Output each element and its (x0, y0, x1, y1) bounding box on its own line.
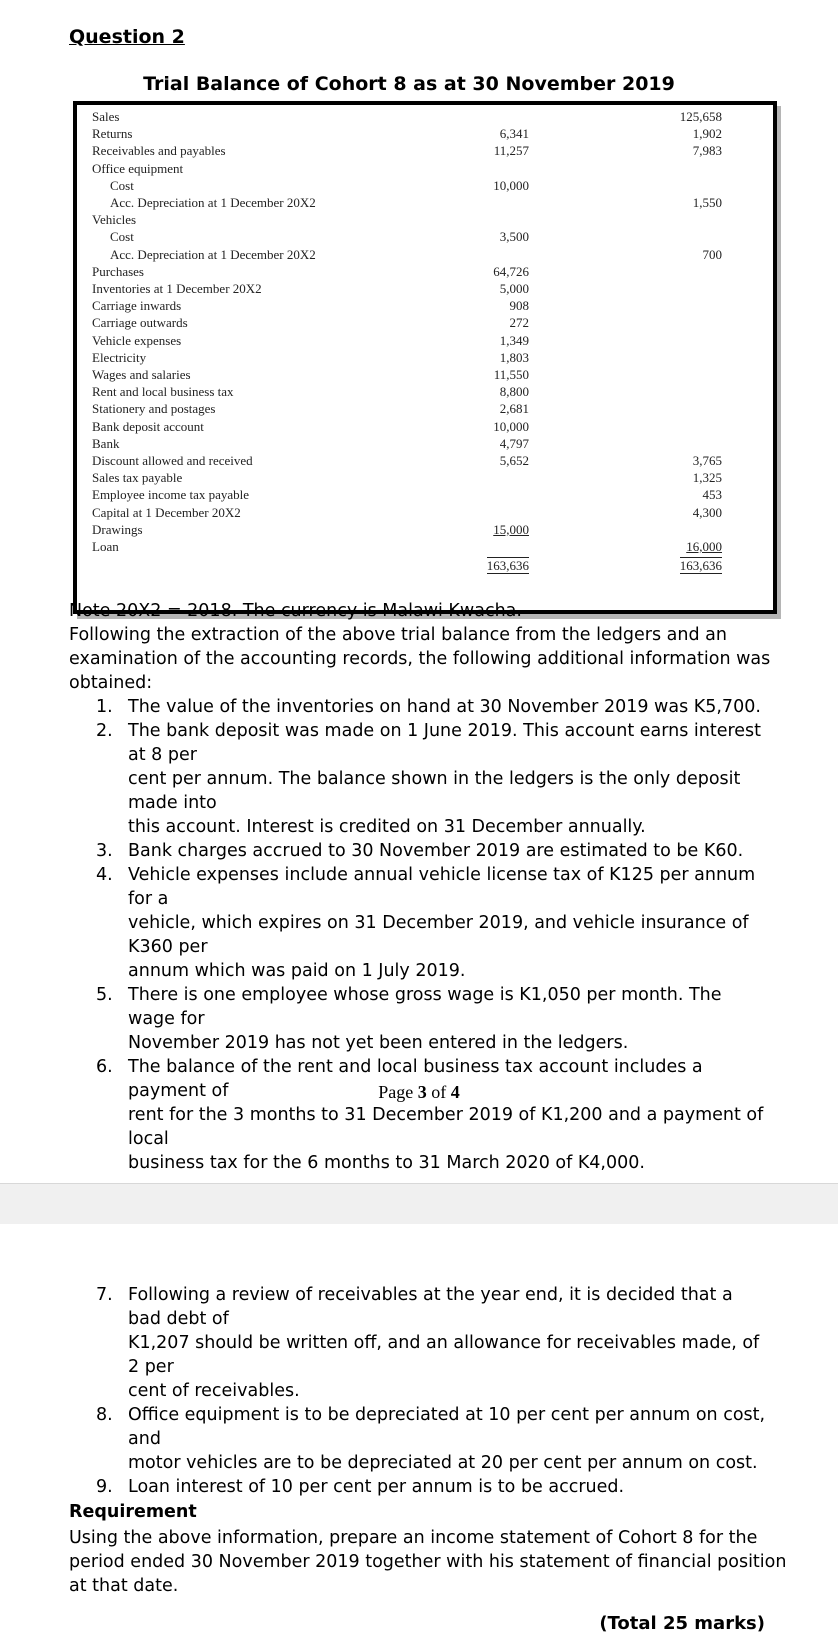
list-item-number: 3. (96, 841, 113, 861)
account-label: Carriage inwards (92, 298, 182, 314)
account-label: Sales tax payable (92, 470, 183, 486)
credit-amount: 453 (702, 487, 722, 503)
credit-amount: 125,658 (679, 109, 722, 124)
intro-paragraph (69, 623, 789, 695)
credit-amount: 4,300 (692, 504, 722, 520)
list-item-line: The bank deposit was made on 1 June 2019. This account earns interest at 8 per (128, 721, 762, 765)
trial-balance-row (77, 469, 773, 487)
list-item (96, 1475, 768, 1499)
list-item-line: annum which was paid on 1 July 2019. (128, 961, 466, 981)
trial-balance-title: Trial Balance of Cohort 8 as at 30 November 2019 (143, 73, 675, 95)
list-item-line: business tax for the 6 months to 31 March 2020 of K4,000. (128, 1153, 645, 1173)
credit-amount: 7,983 (692, 143, 722, 159)
note-text: Note 20X2 = 2018. The currency is Malawi Kwacha. (69, 601, 522, 621)
list-item-number: 9. (96, 1477, 113, 1497)
credit-amount: 1,325 (692, 470, 722, 486)
account-label: Rent and local business tax (92, 384, 234, 400)
debit-amount: 8,800 (499, 384, 529, 400)
debit-amount: 15,000 (493, 521, 529, 537)
list-item-line: Following a review of receivables at the year end, it is decided that a bad debt of (128, 1285, 733, 1329)
trial-balance-row (77, 538, 773, 556)
trial-balance-row (77, 125, 773, 143)
page-number: Page 3 of 4 (378, 1082, 460, 1102)
debit-amount: 908 (509, 298, 529, 314)
debit-amount: 10,000 (493, 418, 529, 434)
additional-info-list-2 (96, 1283, 768, 1499)
list-item-line: this account. Interest is credited on 31 December annually. (128, 817, 646, 837)
list-item-line: motor vehicles are to be depreciated at 20 per cent per annum on cost. (128, 1453, 758, 1473)
requirement-heading: Requirement (69, 1502, 197, 1522)
account-label: Vehicle expenses (92, 332, 182, 348)
account-label: Bank (92, 435, 120, 451)
trial-balance-row (77, 246, 773, 264)
list-item-number: 1. (96, 697, 113, 717)
credit-amount: 3,765 (692, 453, 722, 468)
trial-balance-row (77, 177, 773, 195)
account-label: Acc. Depreciation at 1 December 20X2 (110, 246, 316, 262)
debit-amount: 10,000 (493, 177, 529, 193)
trial-balance-row (77, 228, 773, 246)
trial-balance-row (77, 452, 773, 470)
debit-amount: 6,341 (499, 126, 529, 142)
account-label: Acc. Depreciation at 1 December 20X2 (110, 195, 316, 210)
list-item-line: K1,207 should be written off, and an allowance for receivables made, of 2 per (128, 1333, 760, 1377)
list-item-line: vehicle, which expires on 31 December 2019, and vehicle insurance of K360 per (128, 913, 749, 957)
account-label: Vehicles (92, 212, 137, 228)
credit-amount: 700 (702, 246, 722, 262)
debit-amount: 5,000 (499, 281, 529, 296)
list-item-line: There is one employee whose gross wage is K1,050 per month. The wage for (128, 985, 722, 1029)
credit-amount: 1,902 (692, 126, 722, 142)
requirement-text (69, 1526, 789, 1598)
debit-amount: 64,726 (493, 263, 529, 279)
total-marks: (Total 25 marks) (599, 1613, 765, 1634)
trial-balance-row (77, 435, 773, 453)
list-item-line: cent per annum. The balance shown in the ledgers is the only deposit made into (128, 769, 741, 813)
list-item (96, 1055, 768, 1175)
list-item-number: 2. (96, 721, 113, 741)
list-item-line: The balance of the rent and local business tax account includes a payment of (128, 1057, 703, 1101)
trial-balance-row (77, 521, 773, 539)
debit-total: 163,636 (486, 558, 529, 574)
additional-info-list-1 (96, 695, 768, 1175)
debit-amount: 11,257 (493, 143, 529, 159)
list-item-line: Office equipment is to be depreciated at 10 per cent per annum on cost, and (128, 1405, 766, 1449)
trial-balance-table (73, 101, 777, 614)
account-label: Inventories at 1 December 20X2 (92, 281, 262, 296)
list-item (96, 1403, 768, 1475)
account-label: Cost (110, 229, 134, 245)
trial-balance-row (77, 280, 773, 298)
trial-balance-row (77, 314, 773, 332)
trial-balance-row (77, 160, 773, 178)
list-item-number: 7. (96, 1285, 113, 1305)
list-item (96, 983, 768, 1055)
list-item-line: rent for the 3 months to 31 December 2019 of K1,200 and a payment of local (128, 1105, 764, 1149)
list-item (96, 839, 768, 863)
debit-amount: 3,500 (499, 229, 529, 245)
account-label: Discount allowed and received (92, 453, 253, 468)
trial-balance-row (77, 366, 773, 384)
requirement-line: Using the above information, prepare an income statement of Cohort 8 for the (69, 1528, 758, 1548)
page-separator (0, 1183, 838, 1225)
account-label: Bank deposit account (92, 418, 204, 434)
trial-balance-row (77, 142, 773, 160)
debit-amount: 5,652 (499, 453, 529, 468)
trial-balance-row (77, 108, 773, 126)
account-label: Stationery and postages (92, 401, 216, 417)
list-item-line: Bank charges accrued to 30 November 2019 are estimated to be K60. (128, 841, 744, 861)
debit-amount: 1,803 (499, 349, 529, 365)
list-item-number: 8. (96, 1405, 113, 1425)
debit-amount: 4,797 (499, 435, 529, 451)
list-item-line: Vehicle expenses include annual vehicle license tax of K125 per annum for a (128, 865, 756, 909)
trial-balance-row (77, 297, 773, 315)
list-item (96, 719, 768, 839)
list-item-line: cent of receivables. (128, 1381, 300, 1401)
trial-balance-row (77, 383, 773, 401)
credit-total: 163,636 (679, 558, 722, 574)
trial-balance-row (77, 263, 773, 281)
account-label: Capital at 1 December 20X2 (92, 504, 241, 520)
list-item-number: 4. (96, 865, 113, 885)
list-item (96, 1283, 768, 1403)
account-label: Returns (92, 126, 133, 142)
list-item-number: 6. (96, 1057, 113, 1077)
debit-amount: 2,681 (499, 401, 529, 417)
debit-amount: 1,349 (499, 332, 529, 348)
list-item (96, 695, 768, 719)
intro-line: examination of the accounting records, the following additional information was (69, 649, 771, 669)
trial-balance-row (77, 418, 773, 436)
list-item-line: November 2019 has not yet been entered in the ledgers. (128, 1033, 629, 1053)
trial-balance-row (77, 332, 773, 350)
requirement-line: at that date. (69, 1576, 179, 1596)
account-label: Drawings (92, 521, 143, 537)
list-item-line: The value of the inventories on hand at 30 November 2019 was K5,700. (128, 697, 761, 717)
debit-amount: 11,550 (493, 367, 529, 382)
account-label: Purchases (92, 263, 144, 279)
account-label: Cost (110, 177, 134, 193)
account-label: Wages and salaries (92, 367, 191, 382)
credit-amount: 16,000 (686, 539, 722, 554)
trial-balance-row (77, 486, 773, 504)
question-heading: Question 2 (69, 26, 185, 48)
account-label: Loan (92, 539, 119, 554)
account-label: Electricity (92, 349, 147, 365)
debit-amount: 272 (509, 315, 529, 331)
credit-amount: 1,550 (692, 195, 722, 210)
trial-balance-row (77, 349, 773, 367)
list-item (96, 863, 768, 983)
intro-line: obtained: (69, 673, 153, 693)
list-item-line: Loan interest of 10 per cent per annum is to be accrued. (128, 1477, 625, 1497)
requirement-line: period ended 30 November 2019 together with his statement of financial position (69, 1552, 787, 1572)
account-label: Sales (92, 109, 120, 124)
list-item-number: 5. (96, 985, 113, 1005)
trial-balance-row (77, 504, 773, 522)
intro-line: Following the extraction of the above trial balance from the ledgers and an (69, 625, 727, 645)
trial-balance-row (77, 211, 773, 229)
account-label: Office equipment (92, 160, 184, 176)
account-label: Carriage outwards (92, 315, 188, 331)
trial-balance-totals-row (77, 557, 773, 575)
trial-balance-row (77, 400, 773, 418)
account-label: Employee income tax payable (92, 487, 250, 503)
account-label: Receivables and payables (92, 143, 226, 159)
trial-balance-row (77, 194, 773, 212)
